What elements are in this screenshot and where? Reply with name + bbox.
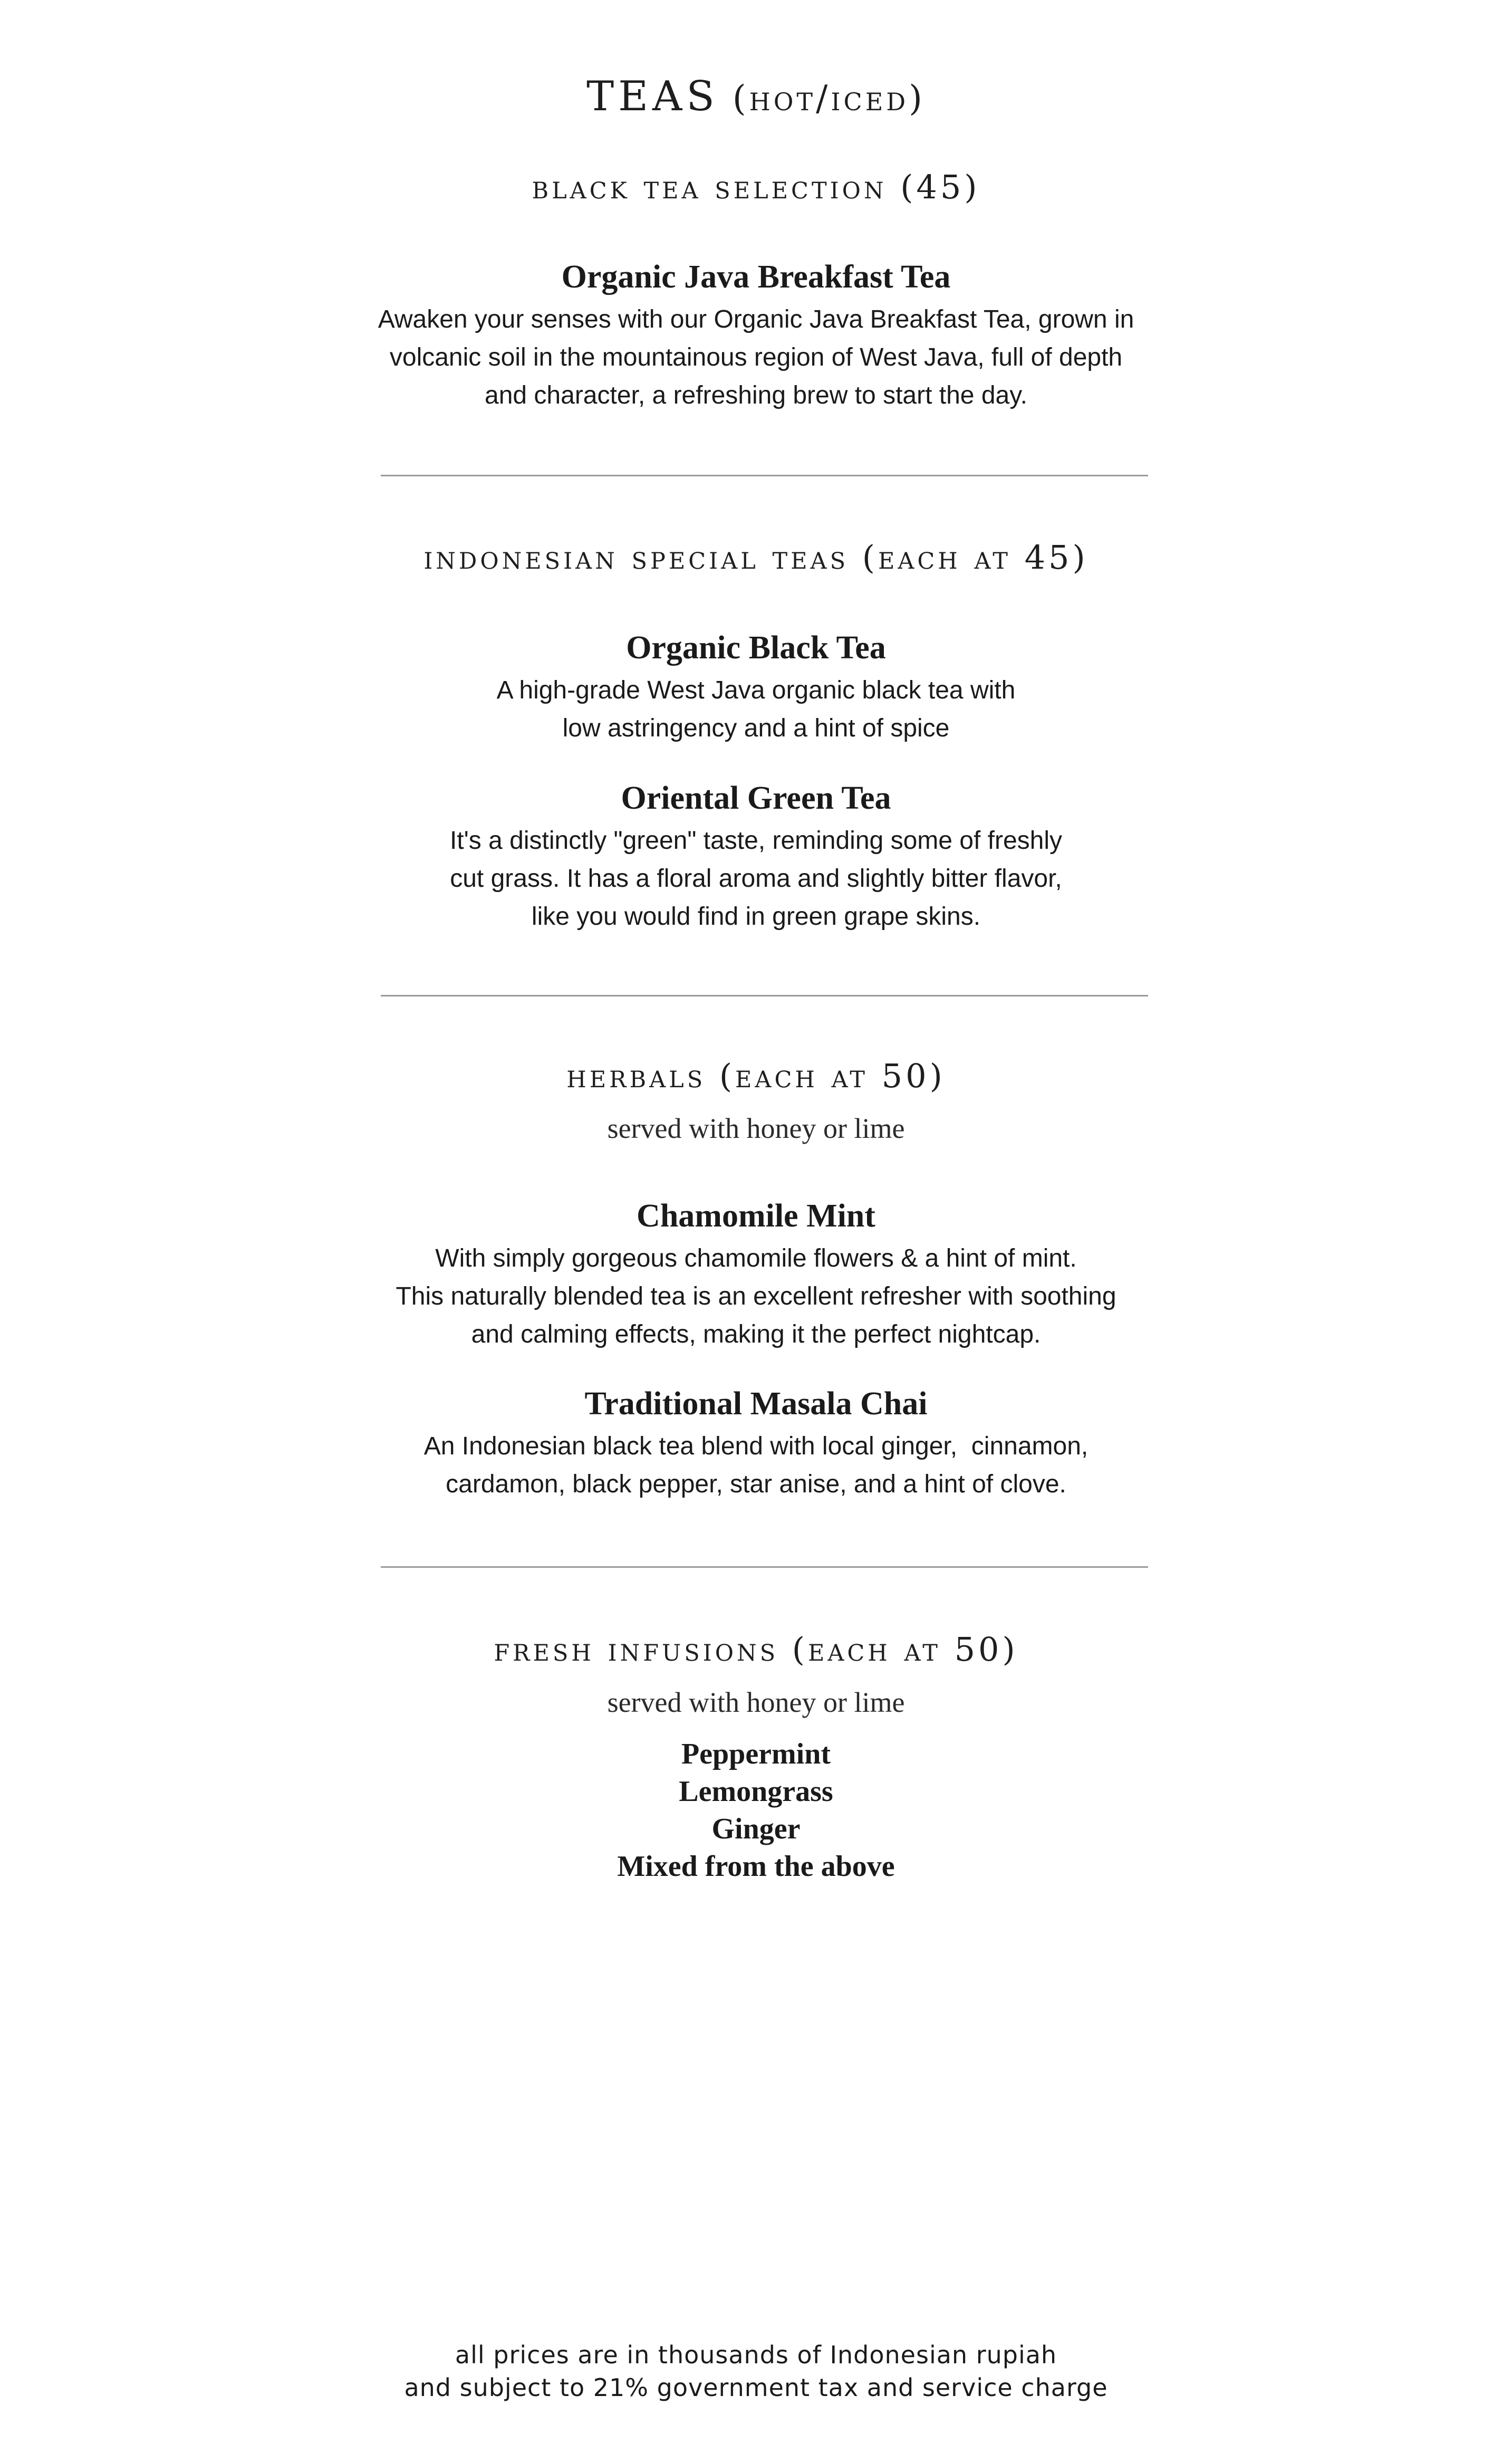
description-line: An Indonesian black tea blend with local ginger, cinnamon, — [423, 1432, 1089, 1460]
section-divider — [381, 1566, 1148, 1568]
page-title-qualifier: (hot/iced) — [732, 78, 926, 119]
item-description-traditional-masala-chai — [0, 1427, 1512, 1503]
section-subtitle-herbals: served with honey or lime — [607, 1113, 905, 1144]
item-description-organic-black-tea — [0, 672, 1512, 748]
item-name-organic-black-tea: Organic Black Tea — [626, 630, 886, 666]
description-line: and character, a refreshing brew to start the day. — [485, 381, 1027, 409]
description-line: Awaken your senses with our Organic Java Breakfast Tea, grown in — [378, 305, 1134, 333]
item-name-organic-java-breakfast-tea: Organic Java Breakfast Tea — [561, 259, 951, 295]
price-footnote — [0, 2339, 1512, 2404]
section-subtitle-fresh-infusions: served with honey or lime — [607, 1687, 905, 1718]
description-line: This naturally blended tea is an excellent refresher with soothing — [396, 1282, 1116, 1310]
list-item: Peppermint — [681, 1738, 831, 1770]
infusion-list — [0, 1736, 1512, 1885]
page-title-main: TEAS — [586, 73, 719, 120]
description-line: With simply gorgeous chamomile flowers & a hint of mint. — [435, 1244, 1077, 1272]
item-description-oriental-green-tea — [0, 822, 1512, 936]
item-description-organic-java-breakfast-tea — [0, 301, 1512, 415]
description-line: low astringency and a hint of spice — [562, 714, 950, 742]
list-item: Ginger — [711, 1813, 801, 1845]
description-line: volcanic soil in the mountainous region of West Java, full of depth — [389, 343, 1123, 371]
list-item: Lemongrass — [679, 1775, 833, 1808]
description-line: cut grass. It has a floral aroma and slightly bitter flavor, — [450, 865, 1062, 893]
section-title-indonesian-special-teas: indonesian special teas (each at 45) — [423, 538, 1089, 577]
section-title-black-tea: black tea selection (45) — [532, 168, 980, 206]
list-item: Mixed from the above — [617, 1850, 895, 1883]
section-divider — [381, 995, 1148, 996]
item-name-chamomile-mint: Chamomile Mint — [637, 1198, 875, 1234]
section-title-herbals: herbals (each at 50) — [566, 1057, 946, 1095]
item-name-oriental-green-tea: Oriental Green Tea — [621, 780, 891, 816]
footnote-line: and subject to 21% government tax and service charge — [404, 2373, 1108, 2402]
description-line: A high-grade West Java organic black tea with — [496, 676, 1016, 704]
item-description-chamomile-mint — [0, 1240, 1512, 1354]
item-name-traditional-masala-chai: Traditional Masala Chai — [584, 1386, 928, 1422]
description-line: like you would find in green grape skins. — [531, 903, 981, 931]
section-title-fresh-infusions: fresh infusions (each at 50) — [494, 1630, 1018, 1669]
page-title — [0, 73, 1512, 120]
section-divider — [381, 475, 1148, 476]
description-line: It's a distinctly "green" taste, reminding some of freshly — [449, 827, 1063, 855]
footnote-line: all prices are in thousands of Indonesian rupiah — [455, 2341, 1057, 2369]
description-line: and calming effects, making it the perfect nightcap. — [471, 1320, 1041, 1348]
description-line: cardamon, black pepper, star anise, and a hint of clove. — [446, 1470, 1066, 1498]
